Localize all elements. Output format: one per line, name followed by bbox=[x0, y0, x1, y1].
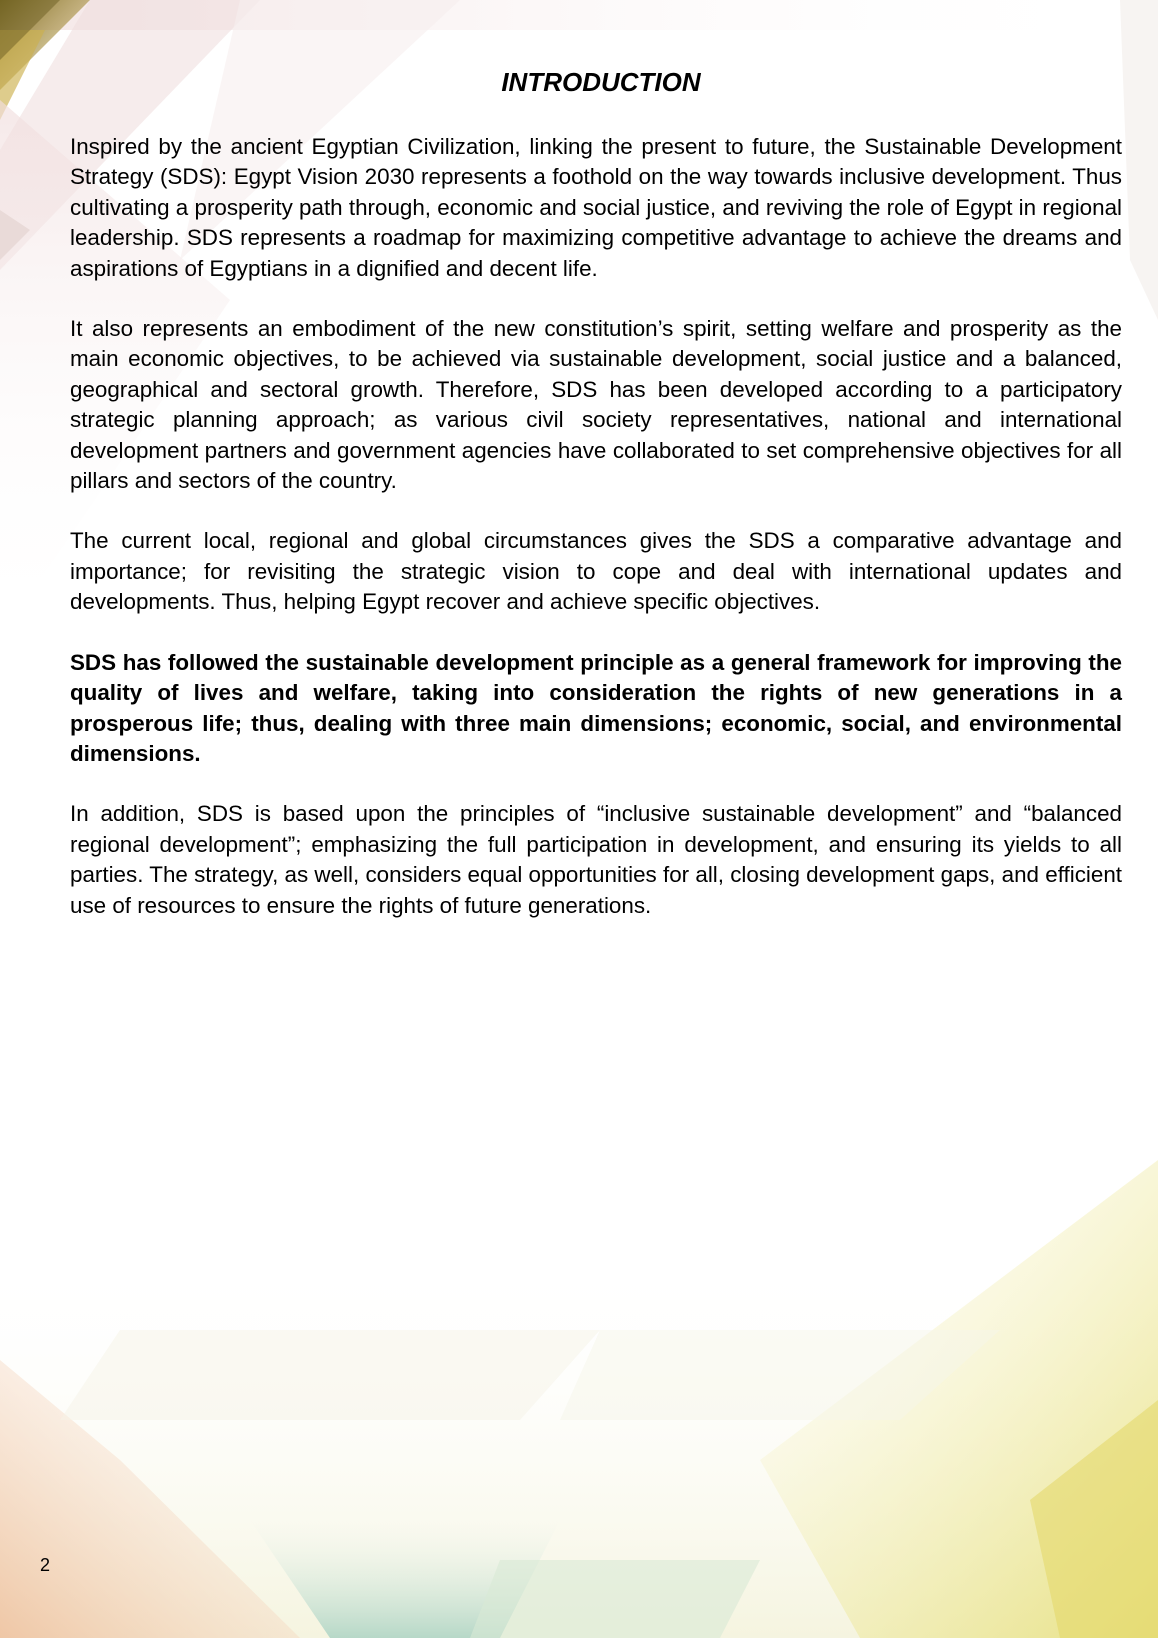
paragraph-5: In addition, SDS is based upon the principles of “inclusive sustainable development” and “balanced regional development”; emphasizing the full participation in development, and ensuring its yields to all parties. The strategy, as well, considers equal opportunities for all, closing development gaps, and efficient use of resources to ensure the rights of future generations. bbox=[70, 801, 1122, 918]
paragraph-4-bold: SDS has followed the sustainable development principle as a general framework for improving the quality of lives and welfare, taking into consideration the rights of new generations in a prosperous life; thus, dealing with three main dimensions; economic, social, and environmental dimensions. bbox=[70, 649, 1122, 766]
page-number: 2 bbox=[40, 1555, 51, 1575]
paragraph-1: Inspired by the ancient Egyptian Civilization, linking the present to future, the Sustainable Development Strategy (SDS): Egypt Vision 2030 represents a foothold on the way towards inclusive development. Thus cultivating a prosperity path through, economic and social justice, and reviving the role of Egypt in regional leadership. SDS represents a roadmap for maximizing competitive advantage to achieve the dreams and aspirations of Egyptians in a dignified and decent life. bbox=[70, 134, 1122, 281]
paragraph-2: It also represents an embodiment of the new constitution’s spirit, setting welfare and prosperity as the main economic objectives, to be achieved via sustainable development, social justice and a balanced, geographical and sectoral growth. Therefore, SDS has been developed according to a participatory strategic planning approach; as various civil society representatives, national and international development partners and government agencies have collaborated to set comprehensive objectives for all pillars and sectors of the country. bbox=[70, 316, 1122, 494]
paragraph-3: The current local, regional and global circumstances gives the SDS a comparative advantage and importance; for revisiting the strategic vision to cope and deal with international updates and developments. Thus, helping Egypt recover and achieve specific objectives. bbox=[70, 528, 1122, 615]
document-body bbox=[70, 62, 1122, 951]
page-title: INTRODUCTION bbox=[501, 67, 701, 97]
